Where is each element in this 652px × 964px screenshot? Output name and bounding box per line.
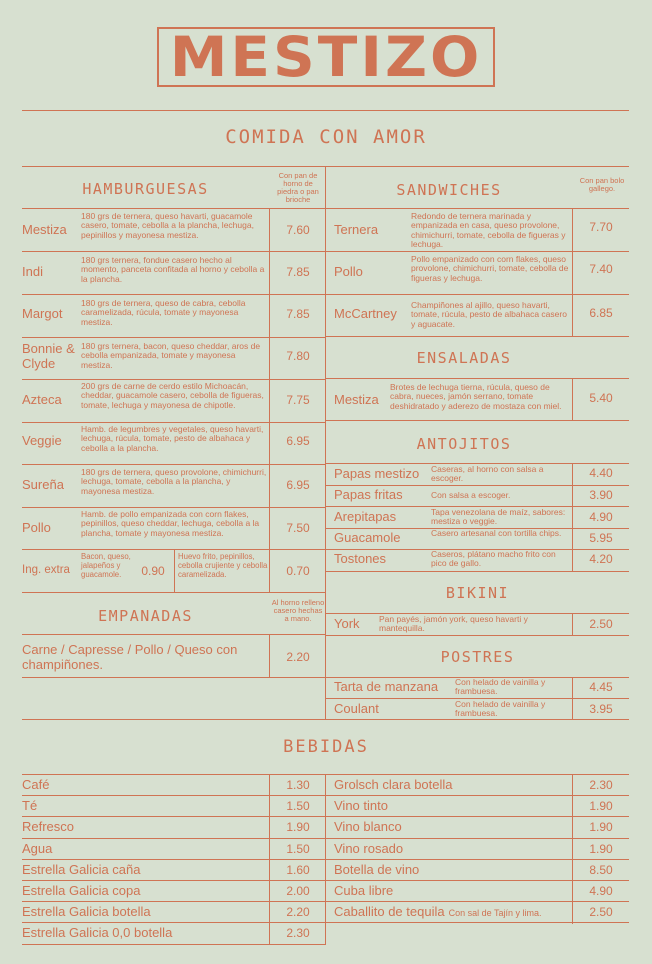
item-description: Redondo de ternera marinada y empanizada en casa, queso provolone, chimichurri, tomate, cebolla de figueras y lechuga. [411, 211, 566, 250]
row-divider [326, 208, 629, 209]
row-divider [326, 378, 629, 379]
item-price: 3.90 [589, 488, 613, 502]
bikini-item-description: Pan payés, jamón york, queso havarti y mantequilla. [379, 614, 528, 634]
row-divider [22, 859, 326, 860]
item-price: 6.95 [286, 434, 310, 448]
item-price: 7.40 [589, 262, 613, 276]
extra-name: Ing. extra [22, 564, 70, 576]
item-price: 5.95 [589, 531, 613, 545]
row-divider [22, 507, 326, 508]
item-name: Margot [22, 306, 63, 321]
row-divider [22, 634, 326, 635]
logo [157, 24, 495, 90]
row-divider [22, 208, 326, 209]
item-description: 180 grs ternera, bacon, queso cheddar, aros de cebolla empanizada, tomate y mayonesa mestiza. [81, 341, 261, 370]
item-description: Pollo empanizado con corn flakes, queso provolone, chimichurri, tomate, cebolla de figueras y lechuga. [411, 254, 569, 283]
row-divider [22, 379, 326, 380]
item-name: Tostones [334, 551, 387, 566]
row-divider [326, 838, 629, 839]
row-divider [326, 816, 629, 817]
item-description: Casero artesanal con tortilla chips. [431, 528, 562, 538]
empanadas-item-name: Carne / Capresse / Pollo / Queso con champiñones. [22, 642, 238, 672]
row-divider [22, 294, 326, 295]
row-divider [326, 571, 629, 572]
row-divider [326, 635, 629, 636]
hamburguesas-title: HAMBURGUESAS [82, 180, 209, 198]
ensalada-item-price: 5.40 [589, 391, 613, 405]
row-divider [22, 337, 326, 338]
item-description: Tapa venezolana de maíz, sabores: mestiza o veggie. [431, 507, 566, 527]
item-name: Ternera [334, 222, 379, 237]
row-divider [22, 677, 326, 678]
item-name: Pollo [334, 264, 363, 279]
bebida-name: Vino blanco [334, 819, 402, 835]
row-divider [22, 901, 326, 902]
extra-description: Huevo frito, pepinillos, cebolla crujiente y cebolla caramelizada. [178, 552, 268, 579]
bebida-price: 1.60 [286, 862, 310, 877]
item-description: Champiñones al ajillo, queso havarti, tomate, rúcula, pesto de albahaca casero y aguacate. [411, 300, 567, 329]
item-name: Bonnie & Clyde [22, 341, 75, 371]
row-divider [22, 251, 326, 252]
extra-divider [174, 549, 175, 592]
row-divider [22, 880, 326, 881]
extra-price: 0.90 [141, 564, 165, 578]
item-price: 7.70 [589, 220, 613, 234]
tagline: COMIDA CON AMOR [225, 126, 427, 148]
bebida-price: 8.50 [589, 862, 613, 877]
bebida-price: 2.30 [589, 778, 613, 792]
sandwiches-title: SANDWICHES [396, 181, 502, 199]
item-description: Hamb. de legumbres y vegetales, queso havarti, lechuga, rúcula, tomate, pesto de albahaca y cebolla a la plancha. [81, 424, 264, 453]
item-price: 4.20 [589, 552, 613, 566]
bebida-name: Estrella Galicia caña [22, 861, 141, 877]
bebida-name: Estrella Galicia botella [22, 904, 151, 920]
antojitos-title: ANTOJITOS [416, 435, 512, 453]
divider [22, 110, 629, 111]
item-price: 7.75 [286, 393, 310, 407]
item-price: 3.95 [589, 702, 613, 716]
row-divider [22, 719, 629, 720]
item-description: Hamb. de pollo empanizada con corn flakes, pepinillos, queso cheddar, lechuga, cebolla a la plancha, tomate y mayonesa mestiza. [81, 509, 260, 538]
row-divider [326, 795, 629, 796]
bikini-title: BIKINI [445, 584, 510, 602]
item-name: Indi [22, 264, 43, 279]
row-divider [22, 922, 326, 923]
item-description: Con helado de vainilla y frambuesa. [455, 699, 546, 719]
item-name: Coulant [334, 701, 379, 716]
bebida-name: Vino tinto [334, 798, 388, 814]
item-description: Con salsa a escoger. [431, 490, 511, 500]
bebida-price: 1.90 [589, 841, 613, 856]
bebida-price: 2.50 [589, 905, 613, 920]
empanadas-item-price: 2.20 [286, 650, 310, 664]
bebida-price: 4.90 [589, 884, 613, 898]
row-divider [326, 485, 629, 486]
bebida-name: Botella de vino [334, 861, 420, 877]
bebida-price: 2.00 [286, 884, 310, 898]
item-description: Caseros, plátano macho frito con pico de gallo. [431, 549, 556, 569]
bebida-name: Estrella Galicia copa [22, 883, 141, 898]
row-divider [326, 420, 629, 421]
item-price: 4.90 [589, 510, 613, 524]
hamburguesas-note: Con pan de horno de piedra o pan brioche [277, 171, 319, 204]
row-divider [22, 464, 326, 465]
item-description: 180 grs de ternera, queso de cabra, cebolla caramelizada, rúcula, tomate y mayonesa mestiza. [81, 298, 246, 327]
item-name: McCartney [334, 306, 397, 321]
item-description: 180 grs ternera, fondue casero hecho al momento, panceta confitada al horno y cebolla a la plancha. [81, 255, 265, 284]
row-divider [326, 336, 629, 337]
item-price: 6.85 [589, 306, 613, 320]
bebida-price: 1.50 [286, 841, 310, 856]
item-price: 6.95 [286, 478, 310, 492]
bebida-name: Refresco [22, 819, 75, 835]
item-description: Con helado de vainilla y frambuesa. [455, 677, 546, 697]
item-price: 4.40 [589, 466, 613, 480]
postres-title: POSTRES [440, 648, 515, 666]
bebida-name: Té [22, 798, 38, 814]
brand-name: MESTIZO [169, 24, 483, 90]
row-divider [22, 422, 326, 423]
item-name: Pollo [22, 520, 51, 535]
item-price: 7.50 [286, 521, 310, 535]
row-divider [326, 859, 629, 860]
sandwiches-note: Con pan bolo gallego. [579, 176, 625, 193]
row-divider [22, 816, 326, 817]
row-divider [22, 795, 326, 796]
item-description: Caseras, al horno con salsa a escoger. [431, 464, 544, 484]
item-name: Mestiza [22, 222, 67, 237]
row-divider [326, 251, 629, 252]
bebida-name: Agua [22, 840, 53, 856]
bebida-price: 1.90 [286, 820, 310, 835]
item-price: 7.85 [286, 307, 310, 321]
bebida-price: 1.30 [286, 778, 310, 792]
row-divider [326, 294, 629, 295]
row-divider [326, 922, 629, 923]
item-name: Arepitapas [334, 509, 397, 524]
bebida-name: Caballito de tequila Con sal de Tajín y lima. [334, 904, 542, 920]
bebida-note: Con sal de Tajín y lima. [448, 908, 542, 919]
bikini-item-name: York [334, 616, 360, 631]
bebida-name: Cuba libre [334, 883, 394, 898]
item-price: 7.60 [286, 223, 310, 237]
empanadas-title: EMPANADAS [98, 607, 193, 625]
ensalada-item-name: Mestiza [334, 392, 379, 407]
item-name: Guacamole [334, 530, 401, 545]
extra-price: 0.70 [286, 564, 310, 578]
row-divider [22, 838, 326, 839]
row-divider [326, 901, 629, 902]
bebida-price: 1.90 [589, 820, 613, 835]
bikini-item-price: 2.50 [589, 617, 613, 631]
row-divider [22, 592, 326, 593]
row-divider [22, 944, 326, 945]
item-description: 200 grs de carne de cerdo estilo Michoacán, cheddar, guacamole casero, cebolla de figueras, tomate, lechuga y mayonesa de chipotle. [81, 381, 264, 410]
bebida-name: Café [22, 777, 50, 792]
bebida-name: Estrella Galicia 0,0 botella [22, 925, 173, 941]
item-name: Azteca [22, 392, 62, 407]
item-name: Sureña [22, 477, 64, 492]
item-name: Papas mestizo [334, 466, 420, 481]
bebida-price: 2.20 [286, 905, 310, 920]
item-name: Veggie [22, 433, 62, 448]
empanadas-note: Al horno relleno casero hechas a mano. [271, 598, 325, 623]
bebida-price: 1.50 [286, 799, 310, 814]
item-price: 7.80 [286, 349, 310, 363]
item-price: 4.45 [589, 680, 613, 694]
item-name: Papas fritas [334, 487, 403, 502]
item-name: Tarta de manzana [334, 679, 439, 694]
extra-description: Bacon, queso, jalapeños y guacamole. [81, 552, 131, 579]
ensaladas-title: ENSALADAS [416, 349, 512, 367]
row-divider [326, 880, 629, 881]
bebidas-title: BEBIDAS [283, 737, 369, 757]
ensalada-item-description: Brotes de lechuga tierna, rúcula, queso de cabra, nueces, jamón serrano, tomate deshidratado y aderezo de mostaza con miel. [390, 382, 562, 411]
bebida-name: Grolsch clara botella [334, 777, 453, 792]
bebida-price: 2.30 [286, 926, 310, 941]
item-description: 180 grs de ternera, queso havarti, guacamole casero, tomate, cebolla a la plancha, lechuga, pepinillos y mayonesa mestiza. [81, 211, 254, 240]
bebida-name: Vino rosado [334, 840, 404, 856]
bebida-price: 1.90 [589, 799, 613, 814]
item-description: 180 grs de ternera, queso provolone, chimichurri, lechuga, tomate, cebolla a la plancha, y mayonesa mestiza. [81, 467, 267, 496]
item-price: 7.85 [286, 265, 310, 279]
